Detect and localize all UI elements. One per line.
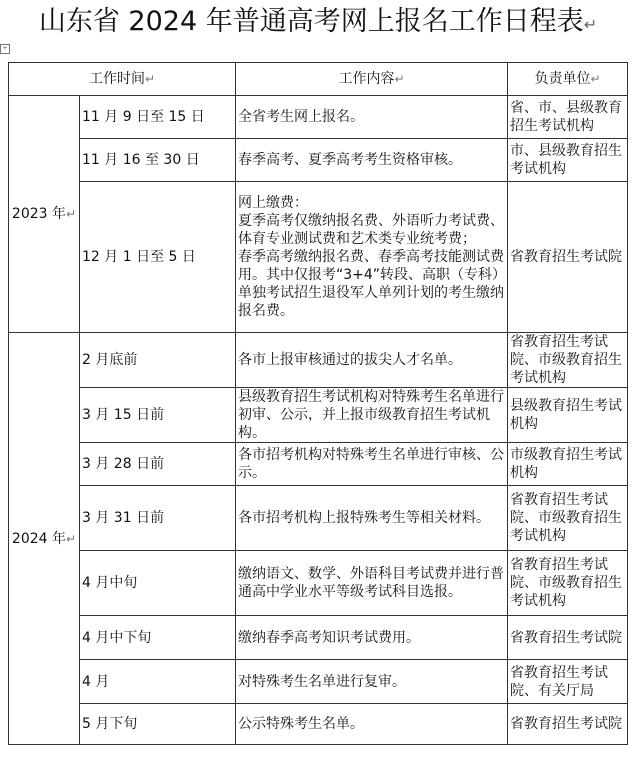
table-row xyxy=(9,182,628,333)
table-anchor-icon[interactable]: + xyxy=(0,44,10,54)
content-cell: 各市招考机构对特殊考生名单进行审核、公示。 xyxy=(236,443,508,486)
header-unit: 负责单位↵ xyxy=(508,63,628,96)
content-cell: 各市上报审核通过的拔尖人才名单。 xyxy=(236,333,508,388)
unit-cell: 省教育招生考试院、市级教育招生考试机构 xyxy=(508,333,628,388)
header-row xyxy=(9,63,628,96)
table-row xyxy=(9,333,628,388)
table-row xyxy=(9,551,628,616)
unit-cell: 省教育招生考试院 xyxy=(508,182,628,333)
unit-cell: 省教育招生考试院 xyxy=(508,616,628,660)
unit-cell: 省教育招生考试院、市级教育招生考试机构 xyxy=(508,486,628,551)
unit-cell: 省、市、县级教育招生考试机构 xyxy=(508,96,628,139)
header-content: 工作内容↵ xyxy=(236,63,508,96)
year-cell: 2023 年↵ xyxy=(9,96,80,333)
date-cell: 3 月 28 日前 xyxy=(80,443,236,486)
schedule-table xyxy=(8,62,628,745)
date-cell: 11 月 16 至 30 日 xyxy=(80,139,236,182)
table-row xyxy=(9,139,628,182)
year-cell: 2024 年↵ xyxy=(9,333,80,745)
date-cell: 2 月底前 xyxy=(80,333,236,388)
content-cell: 缴纳语文、数学、外语科目考试费并进行普通高中学业水平等级考试科目选报。 xyxy=(236,551,508,616)
date-cell: 3 月 31 日前 xyxy=(80,486,236,551)
date-cell: 4 月中下旬 xyxy=(80,616,236,660)
content-cell: 各市招考机构上报特殊考生等相关材料。 xyxy=(236,486,508,551)
content-cell: 网上缴费： 夏季高考仅缴纳报名费、外语听力考试费、体育专业测试费和艺术类专业统考费； 春季高考缴纳报名费、春季高考技能测试费用。其中仅报考“3+4”转段、高职（专科）单独考试招生退役军人单列计划的考生缴纳报名费。 xyxy=(236,182,508,333)
content-cell: 县级教育招生考试机构对特殊考生名单进行初审、公示，并上报市级教育招生考试机构。 xyxy=(236,388,508,443)
content-cell: 公示特殊考生名单。 xyxy=(236,704,508,745)
content-cell: 缴纳春季高考知识考试费用。 xyxy=(236,616,508,660)
table-row xyxy=(9,486,628,551)
table-row xyxy=(9,443,628,486)
date-cell: 5 月下旬 xyxy=(80,704,236,745)
date-cell: 12 月 1 日至 5 日 xyxy=(80,182,236,333)
unit-cell: 市级教育招生考试机构 xyxy=(508,443,628,486)
table-row xyxy=(9,616,628,660)
table-row xyxy=(9,96,628,139)
table-row xyxy=(9,660,628,704)
table-row xyxy=(9,388,628,443)
content-cell: 春季高考、夏季高考考生资格审核。 xyxy=(236,139,508,182)
unit-cell: 省教育招生考试院 xyxy=(508,704,628,745)
document-title xyxy=(0,2,636,45)
header-time: 工作时间↵ xyxy=(9,63,236,96)
unit-cell: 市、县级教育招生考试机构 xyxy=(508,139,628,182)
unit-cell: 县级教育招生考试机构 xyxy=(508,388,628,443)
unit-cell: 省教育招生考试院、有关厅局 xyxy=(508,660,628,704)
paragraph-mark-icon: ↵ xyxy=(583,15,598,34)
unit-cell: 省教育招生考试院、市级教育招生考试机构 xyxy=(508,551,628,616)
date-cell: 11 月 9 日至 15 日 xyxy=(80,96,236,139)
table-row xyxy=(9,704,628,745)
date-cell: 4 月 xyxy=(80,660,236,704)
content-cell: 全省考生网上报名。 xyxy=(236,96,508,139)
content-cell: 对特殊考生名单进行复审。 xyxy=(236,660,508,704)
date-cell: 3 月 15 日前 xyxy=(80,388,236,443)
title-text: 山东省 2024 年普通高考网上报名工作日程表 xyxy=(38,6,584,37)
date-cell: 4 月中旬 xyxy=(80,551,236,616)
